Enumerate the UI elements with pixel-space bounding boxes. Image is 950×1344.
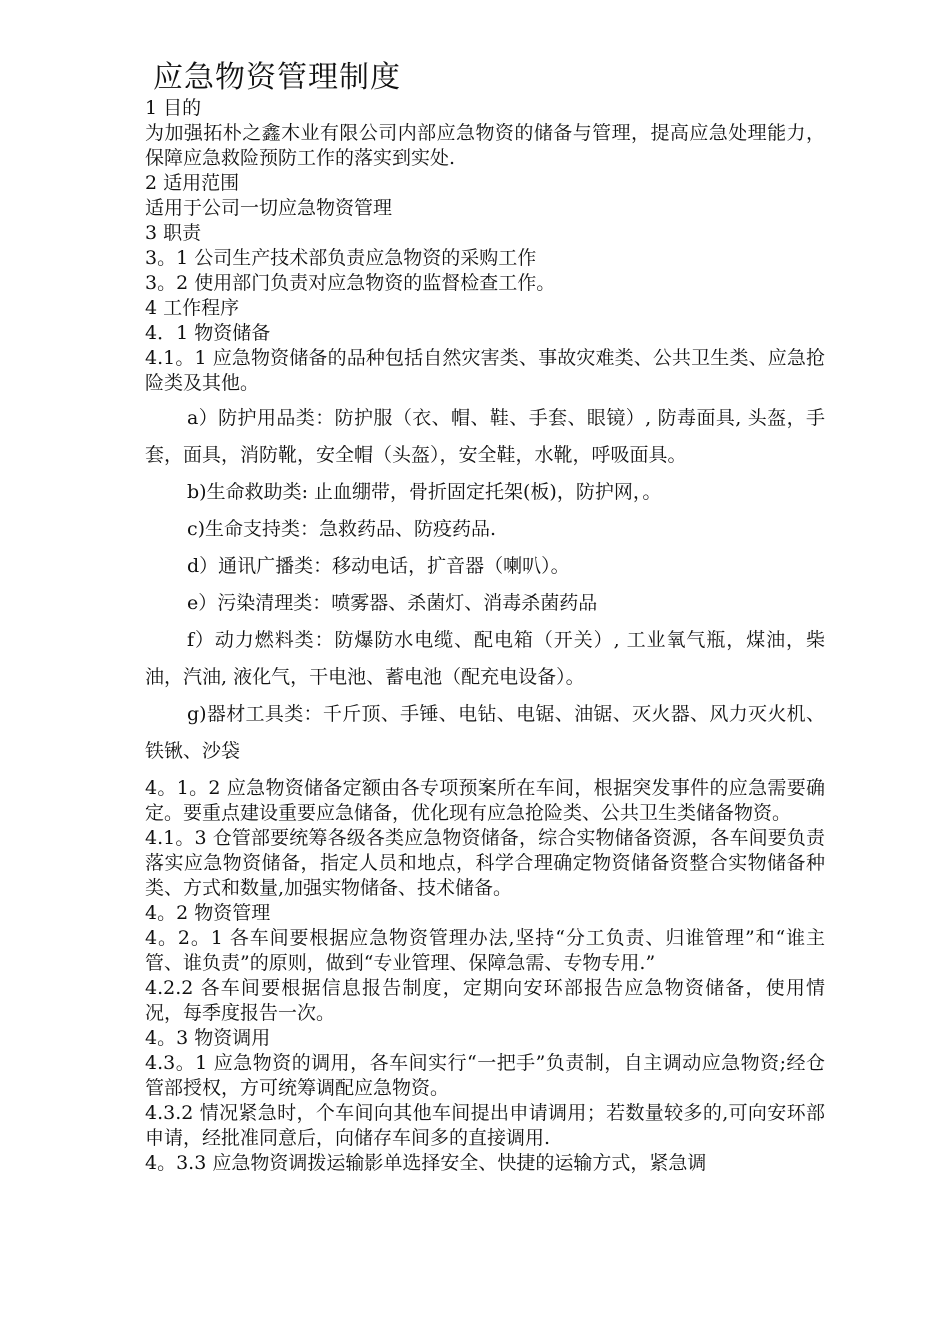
document-body [145, 96, 825, 1176]
category-item-e: e）污染清理类：喷雾器、杀菌灯、消毒杀菌药品 [187, 592, 598, 614]
heading-4-3: 4。3 物资调用 [145, 1027, 271, 1049]
category-item-d: d）通讯广播类：移动电话，扩音器（喇叭）。 [187, 555, 570, 577]
document-title: 应急物资管理制度 [153, 60, 401, 95]
heading-responsibilities: 3 职责 [145, 222, 202, 244]
paragraph-4-1-2: 4。1。2 应急物资储备定额由各专项预案所在车间，根据突发事件的应急需要确定。要重点建设重要应急储备，优化现有应急抢险类、公共卫生类储备物资。 [145, 777, 825, 824]
heading-procedure: 4 工作程序 [145, 297, 240, 319]
category-item-b: b)生命救助类: 止血绷带，骨折固定托架(板)，防护网，。 [187, 481, 662, 503]
category-item-a: a）防护用品类：防护服（衣、帽、鞋、手套、眼镜）, 防毒面具, 头盔，手套，面具，消防靴，安全帽（头盔），安全鞋，水靴，呼吸面具。 [145, 407, 825, 466]
paragraph-3-2: 3。2 使用部门负责对应急物资的监督检查工作。 [145, 272, 556, 294]
heading-4-2: 4。2 物资管理 [145, 902, 271, 924]
paragraph-4-3-2: 4.3.2 情况紧急时，个车间向其他车间提出申请调用；若数量较多的,可向安环部申请，经批准同意后，向储存车间多的直接调用. [145, 1102, 825, 1149]
paragraph-3-1: 3。1 公司生产技术部负责应急物资的采购工作 [145, 247, 537, 269]
paragraph-4-3-3: 4。3.3 应急物资调拨运输影单选择安全、快捷的运输方式，紧急调 [145, 1152, 707, 1174]
heading-scope: 2 适用范围 [145, 172, 240, 194]
category-item-c: c)生命支持类：急救药品、防疫药品. [187, 518, 497, 540]
heading-purpose: 1 目的 [145, 97, 202, 119]
category-list [145, 396, 825, 776]
paragraph-4-1-1: 4.1。1 应急物资储备的品种包括自然灾害类、事故灾难类、公共卫生类、应急抢险类及其他。 [145, 347, 825, 394]
category-item-g: g)器材工具类：千斤顶、手锤、电钻、电锯、油锯、灭火器、风力灭火机、铁锹、沙袋 [145, 703, 825, 762]
paragraph-4-2-1: 4。2。1 各车间要根据应急物资管理办法,坚持“分工负责、归谁管理”和“谁主管、谁负责”的原则，做到“专业管理、保障急需、专物专用.” [145, 927, 825, 974]
category-item-f: f）动力燃料类：防爆防水电缆、配电箱（开关）, 工业氧气瓶，煤油，柴油，汽油, 液化气，干电池、蓄电池（配充电设备）。 [145, 629, 825, 688]
paragraph-4-2-2: 4.2.2 各车间要根据信息报告制度，定期向安环部报告应急物资储备，使用情况，每季度报告一次。 [145, 977, 825, 1024]
paragraph-4-1-3: 4.1。3 仓管部要统筹各级各类应急物资储备，综合实物储备资源，各车间要负责落实应急物资储备，指定人员和地点，科学合理确定物资储备资整合实物储备种类、方式和数量,加强实物储备、技术储备。 [145, 827, 825, 899]
paragraph-purpose: 为加强拓朴之鑫木业有限公司内部应急物资的储备与管理，提高应急处理能力，保障应急救险预防工作的落实到实处. [145, 122, 825, 169]
paragraph-4-3-1: 4.3。1 应急物资的调用，各车间实行“一把手”负责制，自主调动应急物资;经仓管部授权，方可统筹调配应急物资。 [145, 1052, 825, 1099]
heading-4-1: 4．1 物资储备 [145, 322, 271, 344]
paragraph-scope: 适用于公司一切应急物资管理 [145, 197, 393, 219]
